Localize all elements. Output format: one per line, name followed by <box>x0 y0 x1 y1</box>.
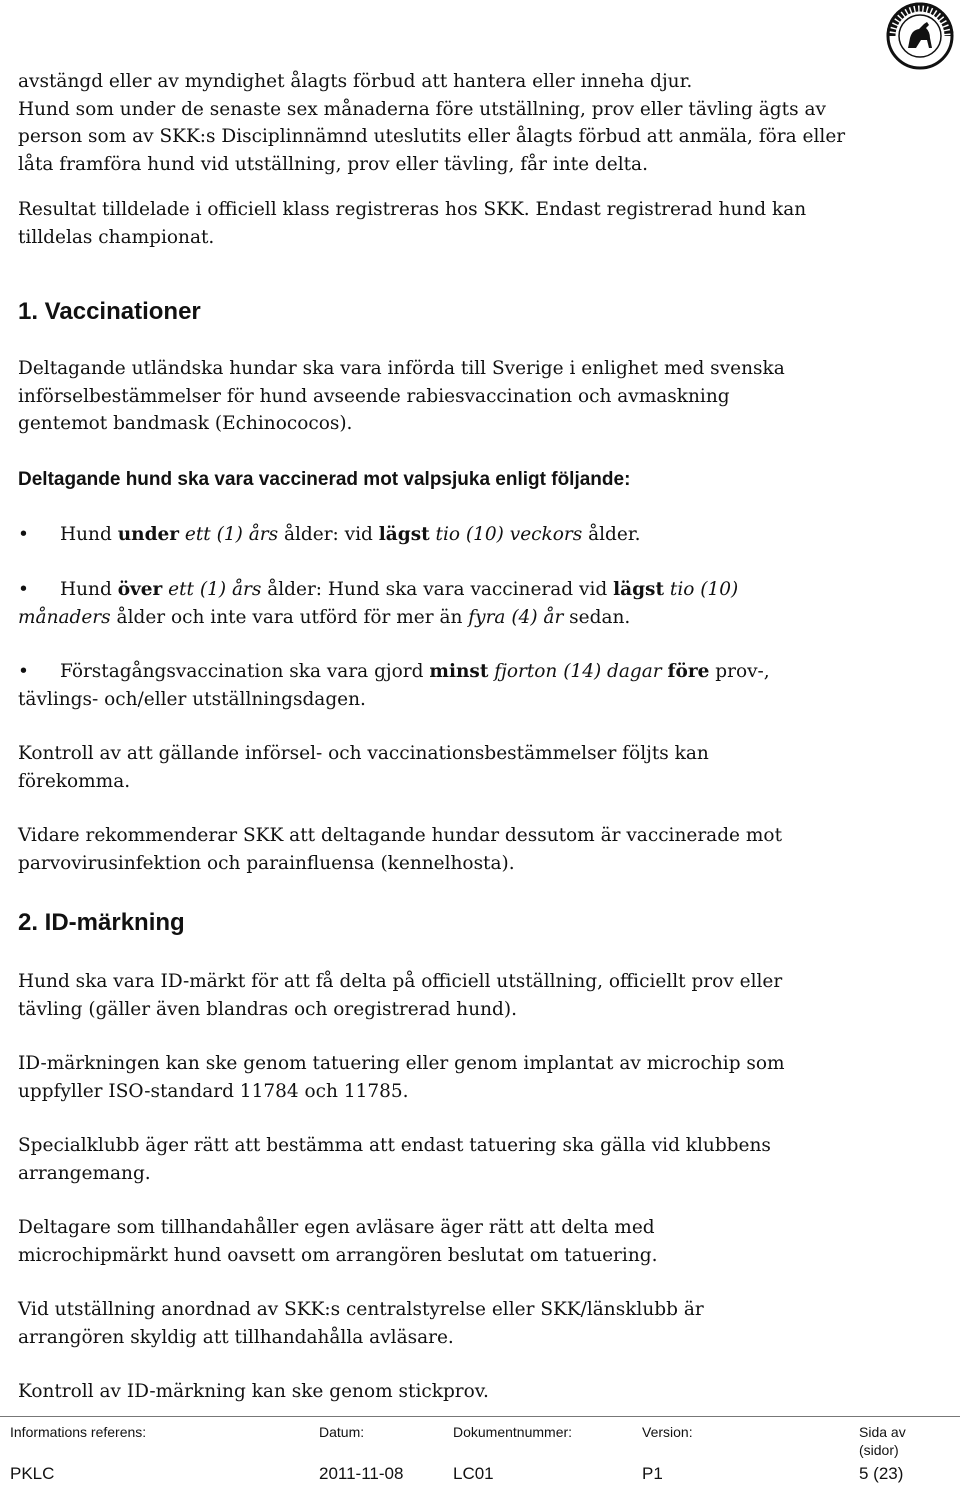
text-line: gentemot bandmask (Echinococos). <box>18 413 353 434</box>
footer-value-page: 5 (23) <box>859 1464 904 1483</box>
text-run: Hund <box>60 524 118 545</box>
vaccination-subheading: Deltagande hund ska vara vaccinerad mot valpsjuka enligt följande: <box>18 469 631 490</box>
text-line: Specialklubb äger rätt att bestämma att endast tatuering ska gälla vid klubbens <box>18 1135 771 1156</box>
text-line: låta framföra hund vid utställning, prov eller tävling, får inte delta. <box>18 153 648 175</box>
text-line: parvovirusinfektion och parainfluensa (kennelhosta). <box>18 852 515 874</box>
bullet-under-one-year <box>18 521 918 549</box>
text-line: arrangemang. <box>18 1162 151 1184</box>
text-run: Hund <box>60 579 118 600</box>
text-line: tävlings- och/eller utställningsdagen. <box>18 688 366 710</box>
text-line: Hund ska vara ID-märkt för att få delta på officiell utställning, officiellt prov eller <box>18 971 783 992</box>
text-run: sedan. <box>563 606 631 628</box>
text-line: Deltagande utländska hundar ska vara införda till Sverige i enlighet med svenska <box>18 358 785 379</box>
text-line: microchipmärkt hund oavsett om arrangören beslutat om tatuering. <box>18 1244 658 1266</box>
text-line: Resultat tilldelade i officiell klass registreras hos SKK. Endast registrerad hund kan <box>18 199 807 220</box>
text-run-bold: minst <box>429 661 489 682</box>
footer-value-date: 2011-11-08 <box>319 1464 404 1483</box>
id-paragraph-5 <box>18 1296 918 1351</box>
text-run-italic: tio (10) veckors <box>429 524 583 545</box>
text-run: prov-, <box>709 661 770 682</box>
footer-label-page-line: Sida av <box>859 1424 906 1440</box>
id-paragraph-1 <box>18 968 918 1023</box>
footer-value-version: P1 <box>642 1464 663 1483</box>
text-line: tilldelas championat. <box>18 226 215 248</box>
footer-divider <box>0 1416 960 1417</box>
footer-value-reference: PKLC <box>10 1464 55 1483</box>
text-line: Hund som under de senaste sex månaderna före utställning, prov eller tävling ägts av <box>18 98 826 120</box>
text-run: ålder. <box>582 524 641 545</box>
footer-label-page <box>859 1423 906 1459</box>
bullet-first-vaccination <box>18 658 918 713</box>
text-run-italic: ett (1) års <box>162 579 262 600</box>
text-line: införselbestämmelser för hund avseende rabiesvaccination och avmaskning <box>18 385 730 407</box>
id-paragraph-2 <box>18 1050 918 1105</box>
footer-label-reference: Informations referens: <box>10 1424 147 1440</box>
text-run: ålder: Hund ska vara vaccinerad vid <box>261 579 614 600</box>
text-run-bold: före <box>667 661 710 682</box>
text-line: Kontroll av att gällande införsel- och vaccinationsbestämmelser följts kan <box>18 743 709 764</box>
footer-label-date: Datum: <box>319 1424 365 1440</box>
text-line: ID-märkningen kan ske genom tatuering eller genom implantat av microchip som <box>18 1053 785 1074</box>
text-line: förekomma. <box>18 770 131 792</box>
footer-label-page-line: (sidor) <box>859 1442 899 1458</box>
text-run-bold: lägst <box>378 524 430 545</box>
text-line <box>18 576 918 604</box>
id-paragraph-3 <box>18 1132 918 1187</box>
text-run: ålder: vid <box>278 524 379 545</box>
text-line <box>18 658 918 686</box>
text-line: tävling (gäller även blandras och oregistrerad hund). <box>18 998 517 1020</box>
text-line: Kontroll av ID-märkning kan ske genom stickprov. <box>18 1381 489 1402</box>
intro-paragraph-1 <box>18 68 918 178</box>
vaccination-paragraph-2 <box>18 740 918 795</box>
section-heading-id-markning: 2. ID-märkning <box>18 909 185 936</box>
skk-dog-seal-icon <box>886 2 954 70</box>
text-line: avstängd eller av myndighet ålagts förbud att hantera eller inneha djur. <box>18 71 693 92</box>
text-run-italic: ett (1) års <box>179 524 279 545</box>
text-line: Deltagare som tillhandahåller egen avläsare äger rätt att delta med <box>18 1217 655 1238</box>
text-run: ålder och inte vara utförd för mer än <box>110 606 469 628</box>
vaccination-paragraph-3 <box>18 822 918 877</box>
footer-label-version: Version: <box>642 1424 693 1440</box>
intro-paragraph-2 <box>18 196 918 251</box>
text-line <box>18 604 918 632</box>
text-run-italic: fyra (4) år <box>468 606 564 628</box>
text-run-italic: fjorton (14) dagar <box>488 661 662 682</box>
bullet-dot: • <box>18 579 29 600</box>
footer-label-document-number: Dokumentnummer: <box>453 1424 573 1440</box>
text-run-italic: månaders <box>18 606 111 628</box>
id-paragraph-6 <box>18 1378 918 1406</box>
text-line: Vid utställning anordnad av SKK:s centralstyrelse eller SKK/länsklubb är <box>18 1299 704 1320</box>
section-heading-vaccinationer: 1. Vaccinationer <box>18 298 201 325</box>
text-line: Vidare rekommenderar SKK att deltagande hundar dessutom är vaccinerade mot <box>18 825 783 846</box>
text-run: Förstagångsvaccination ska vara gjord <box>60 661 430 682</box>
text-line: uppfyller ISO-standard 11784 och 11785. <box>18 1080 409 1102</box>
bullet-over-one-year <box>18 576 918 631</box>
bullet-dot: • <box>18 524 29 545</box>
text-run-italic: tio (10) <box>664 579 739 600</box>
footer-value-document-number: LC01 <box>453 1464 494 1483</box>
text-run-bold: över <box>117 579 163 600</box>
bullet-dot: • <box>18 661 29 682</box>
id-paragraph-4 <box>18 1214 918 1269</box>
text-run-bold: under <box>117 524 180 545</box>
text-line: arrangören skyldig att tillhandahålla avläsare. <box>18 1326 454 1348</box>
text-line: person som av SKK:s Disciplinnämnd uteslutits eller ålagts förbud att anmäla, föra eller <box>18 126 846 147</box>
vaccination-paragraph-1 <box>18 355 918 438</box>
text-run-bold: lägst <box>613 579 665 600</box>
